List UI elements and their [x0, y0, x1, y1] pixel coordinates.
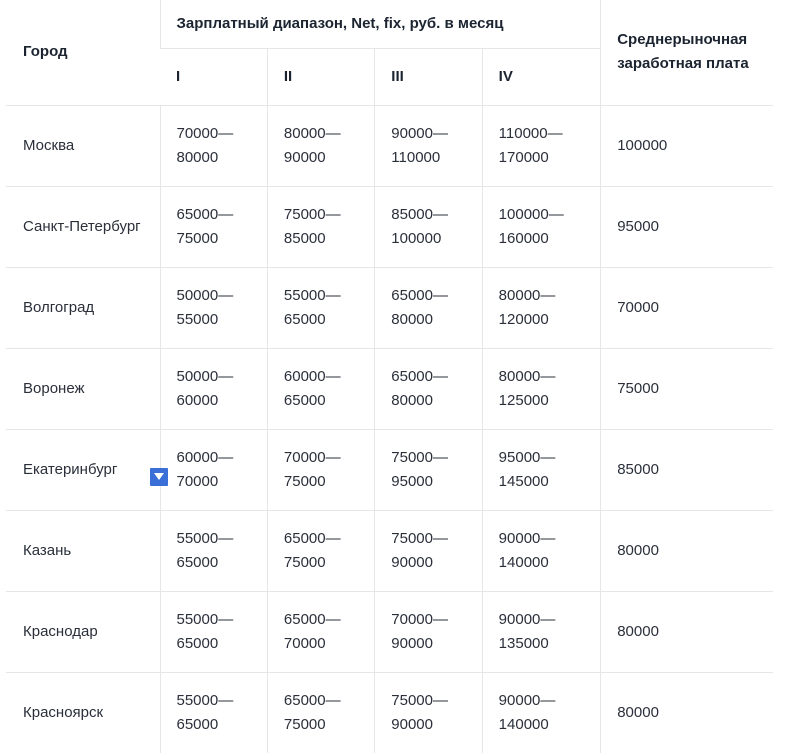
average-cell: 85000: [601, 429, 773, 510]
grade-1-cell: 70000—80000: [160, 105, 267, 186]
city-cell: Красноярск: [6, 672, 160, 753]
grade-2-cell: 70000—75000: [267, 429, 374, 510]
salary-table: [6, 0, 773, 753]
average-cell: 70000: [601, 267, 773, 348]
grade-3-cell: 70000—90000: [375, 591, 482, 672]
chevron-down-icon[interactable]: [150, 468, 168, 486]
grade-3-cell: 85000—100000: [375, 186, 482, 267]
city-cell: Москва: [6, 105, 160, 186]
grade-4-cell: 80000—120000: [482, 267, 601, 348]
header-city: Город: [23, 43, 68, 61]
grade-3-cell: 65000—80000: [375, 267, 482, 348]
grade-1-cell: 65000—75000: [160, 186, 267, 267]
average-cell: 95000: [601, 186, 773, 267]
grade-2-cell: 65000—75000: [267, 672, 374, 753]
grade-2-cell: 75000—85000: [267, 186, 374, 267]
grade-3-cell: 75000—95000: [375, 429, 482, 510]
grade-4-cell: 100000—160000: [482, 186, 601, 267]
city-cell: Санкт-Петербург: [6, 186, 160, 267]
header-average-salary: Среднерыночная заработная плата: [601, 0, 773, 105]
table-row: [6, 186, 773, 267]
table-row: [6, 672, 773, 753]
grade-2-cell: 65000—75000: [267, 510, 374, 591]
grade-1-cell: 55000—65000: [160, 672, 267, 753]
grade-2-cell: 60000—65000: [267, 348, 374, 429]
city-label: Екатеринбург: [23, 460, 118, 478]
table-header: [6, 0, 773, 105]
grade-1-cell: 55000—65000: [160, 591, 267, 672]
city-cell: Краснодар: [6, 591, 160, 672]
city-cell: Воронеж: [6, 348, 160, 429]
city-cell: Волгоград: [6, 267, 160, 348]
table-body: [6, 105, 773, 753]
grade-4-cell: 80000—125000: [482, 348, 601, 429]
grade-4-cell: 90000—140000: [482, 510, 601, 591]
grade-2-cell: 65000—70000: [267, 591, 374, 672]
table-row: [6, 267, 773, 348]
header-salary-range: Зарплатный диапазон, Net, fix, руб. в месяц: [160, 0, 601, 48]
average-cell: 75000: [601, 348, 773, 429]
grade-1-cell: 55000—65000: [160, 510, 267, 591]
header-grade-2: II: [267, 48, 374, 105]
table-row: [6, 429, 773, 510]
grade-1-cell: 60000—70000: [160, 429, 267, 510]
grade-3-cell: 65000—80000: [375, 348, 482, 429]
table-row: [6, 591, 773, 672]
table-row: [6, 510, 773, 591]
grade-3-cell: 75000—90000: [375, 672, 482, 753]
city-cell-with-dropdown: [6, 429, 160, 510]
grade-1-cell: 50000—60000: [160, 348, 267, 429]
table-row: [6, 348, 773, 429]
average-cell: 80000: [601, 510, 773, 591]
grade-4-cell: 110000—170000: [482, 105, 601, 186]
header-grade-1: I: [160, 48, 267, 105]
grade-3-cell: 90000—110000: [375, 105, 482, 186]
average-cell: 80000: [601, 672, 773, 753]
city-cell: Казань: [6, 510, 160, 591]
grade-2-cell: 80000—90000: [267, 105, 374, 186]
table-row: [6, 105, 773, 186]
average-cell: 80000: [601, 591, 773, 672]
header-grade-4: IV: [482, 48, 601, 105]
average-cell: 100000: [601, 105, 773, 186]
grade-4-cell: 90000—135000: [482, 591, 601, 672]
grade-1-cell: 50000—55000: [160, 267, 267, 348]
header-grade-3: III: [375, 48, 482, 105]
grade-4-cell: 90000—140000: [482, 672, 601, 753]
grade-2-cell: 55000—65000: [267, 267, 374, 348]
grade-3-cell: 75000—90000: [375, 510, 482, 591]
grade-4-cell: 95000—145000: [482, 429, 601, 510]
